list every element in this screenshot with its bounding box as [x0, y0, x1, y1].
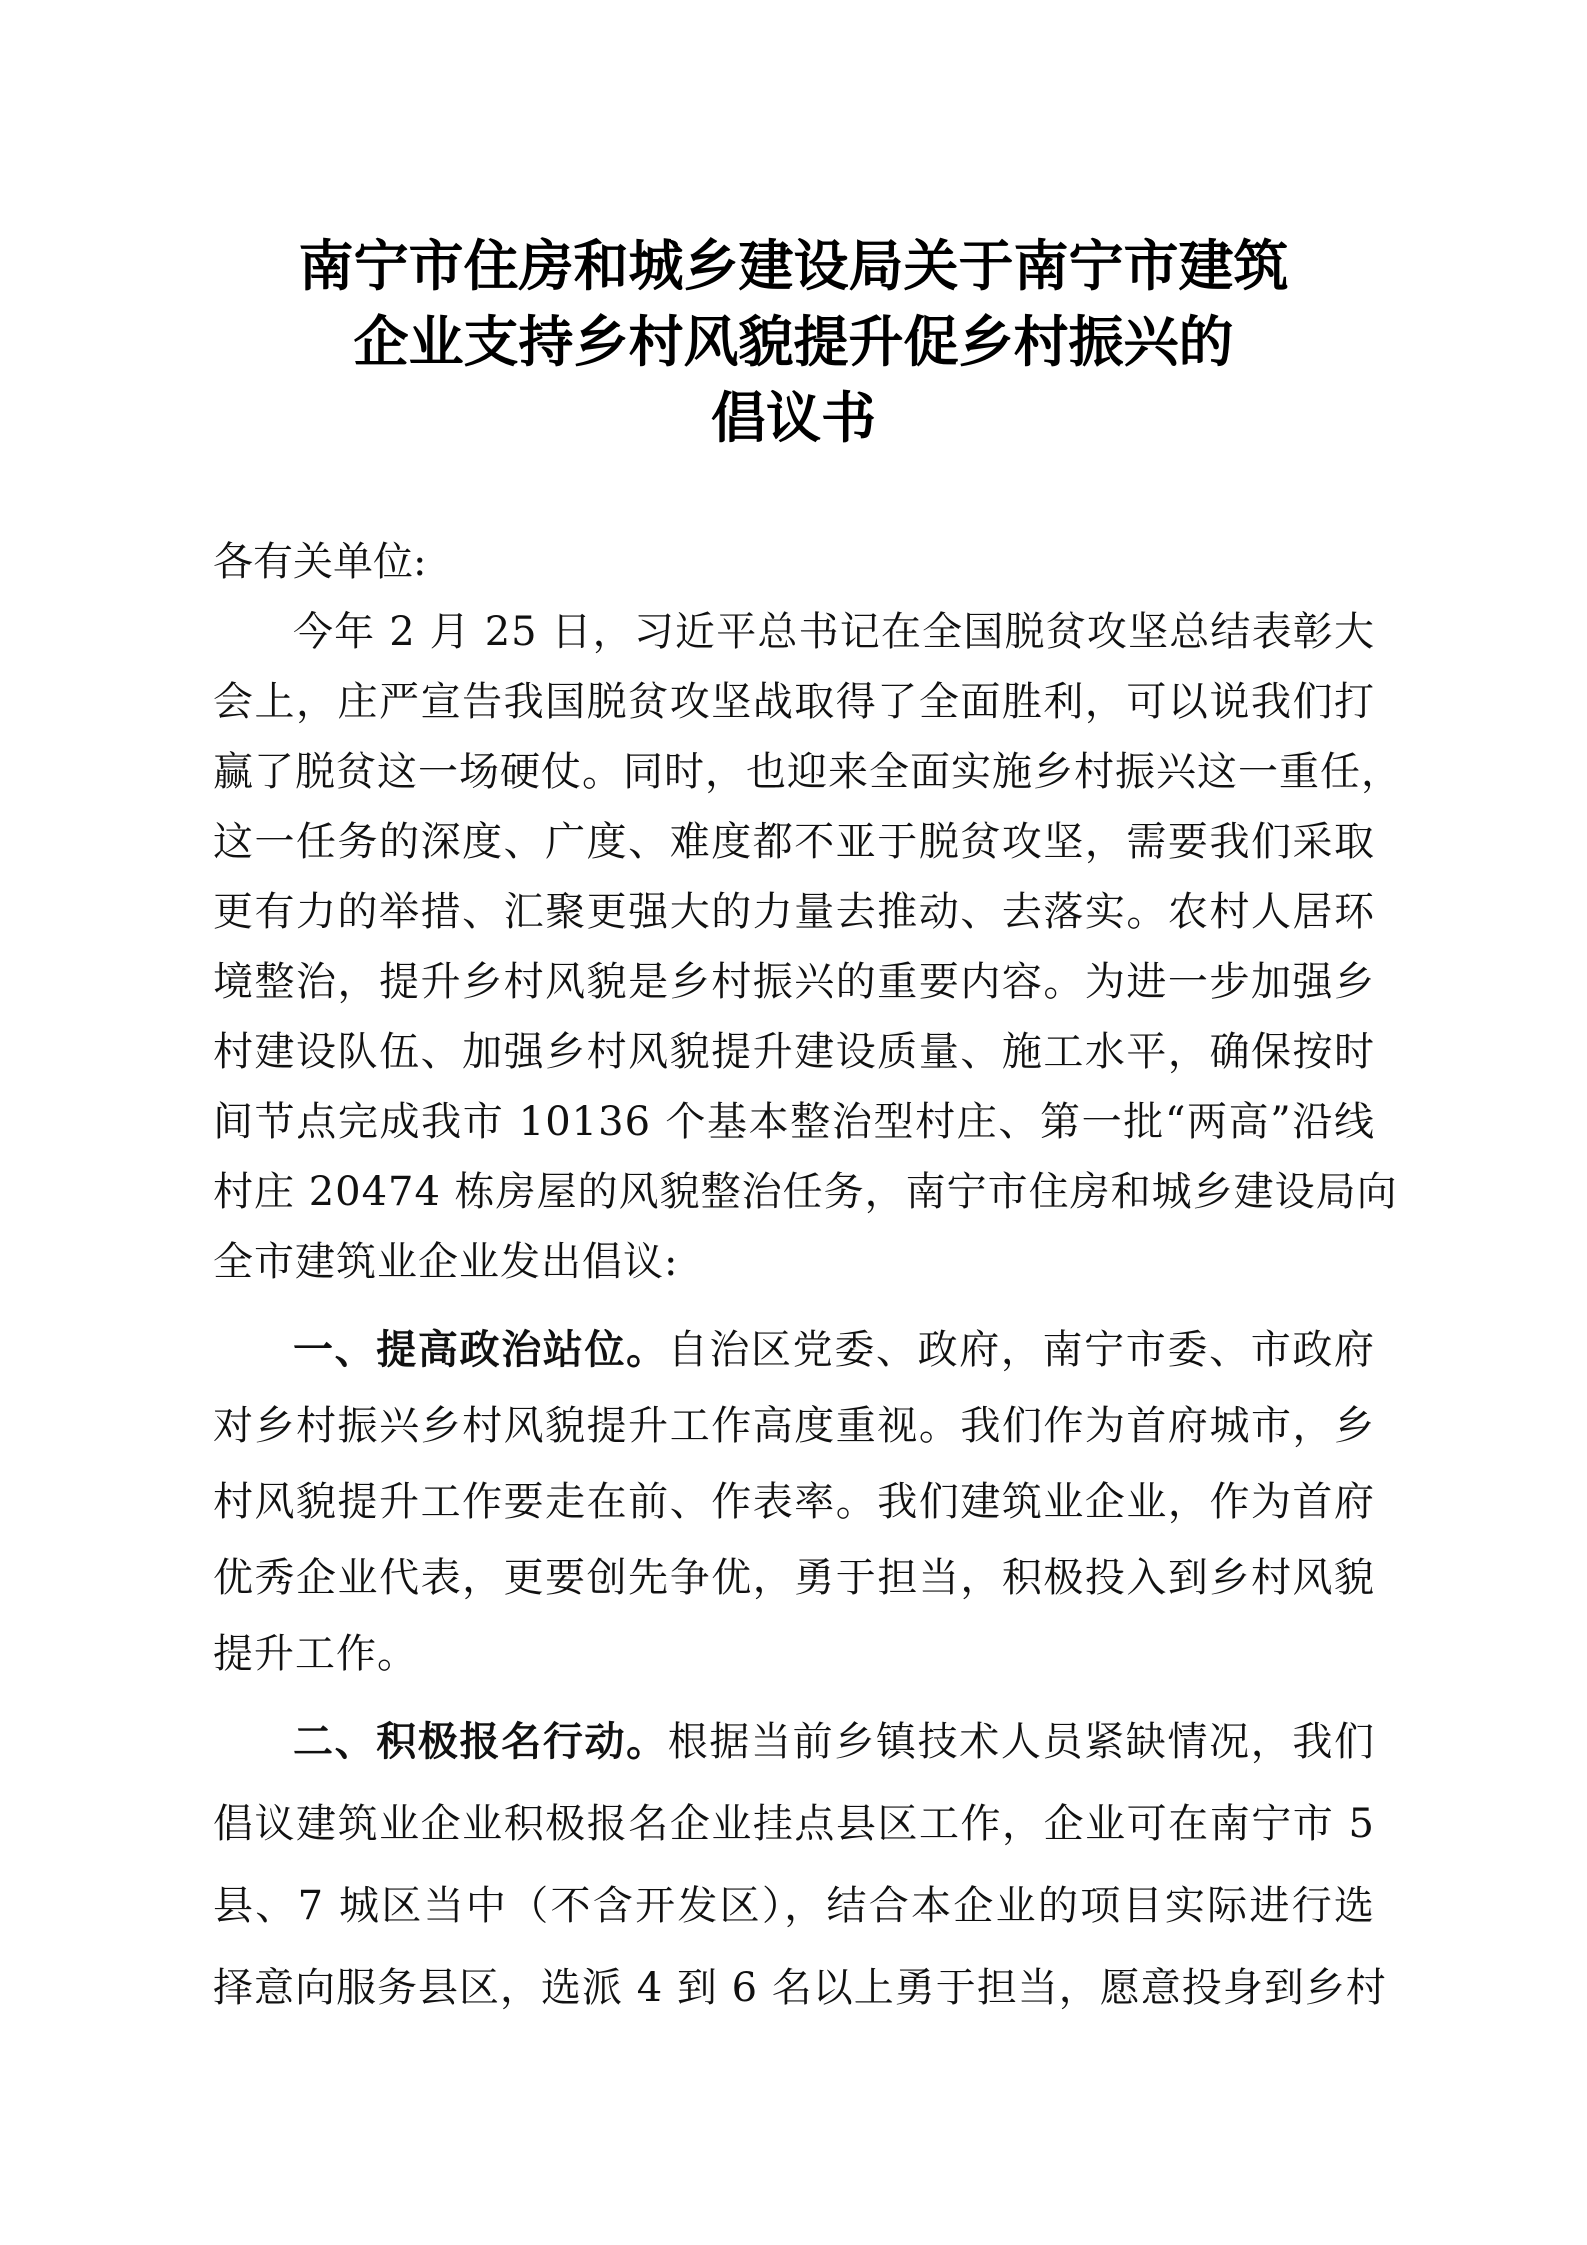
section-1-heading: 一、提高政治站位。	[293, 1327, 668, 1373]
body-line: 择意向服务县区，选派 4 到 6 名以上勇于担当，愿意投身到乡村	[213, 1965, 1387, 2011]
body-line: 县、7 城区当中（不含开发区），结合本企业的项目实际进行选	[213, 1883, 1375, 1929]
body-line: 村风貌提升工作要走在前、作表率。我们建筑业企业，作为首府	[213, 1479, 1375, 1525]
body-line: 全市建筑业企业发出倡议:	[213, 1239, 679, 1285]
body-line: 会上，庄严宣告我国脱贫攻坚战取得了全面胜利，可以说我们打	[213, 679, 1375, 725]
title-line: 企业支持乡村风貌提升促乡村振兴的	[353, 310, 1234, 374]
body-line: 村建设队伍、加强乡村风貌提升建设质量、施工水平，确保按时	[213, 1029, 1375, 1075]
document-title	[150, 228, 1437, 456]
body-line: 境整治，提升乡村风貌是乡村振兴的重要内容。为进一步加强乡	[213, 959, 1375, 1005]
section-2-text: 根据当前乡镇技术人员紧缺情况，我们	[667, 1719, 1376, 1765]
title-line: 南宁市住房和城乡建设局关于南宁市建筑	[298, 234, 1289, 298]
salutation: 各有关单位:	[213, 539, 427, 585]
section-1-first-line	[293, 1320, 1375, 1380]
section-1-text: 自治区党委、政府，南宁市委、市政府	[667, 1327, 1376, 1373]
section-2-first-line	[293, 1712, 1375, 1772]
body-line: 更有力的举措、汇聚更强大的力量去推动、去落实。农村人居环	[213, 889, 1375, 935]
body-line: 倡议建筑业企业积极报名企业挂点县区工作，企业可在南宁市 5	[213, 1801, 1375, 1847]
body-line: 对乡村振兴乡村风貌提升工作高度重视。我们作为首府城市，乡	[213, 1403, 1375, 1449]
body-line: 赢了脱贫这一场硬仗。同时，也迎来全面实施乡村振兴这一重任，	[213, 749, 1402, 795]
body-line: 间节点完成我市 10136 个基本整治型村庄、第一批“两高”沿线	[213, 1099, 1375, 1145]
section-2-heading: 二、积极报名行动。	[293, 1719, 668, 1765]
body-line: 今年 2 月 25 日，习近平总书记在全国脱贫攻坚总结表彰大	[293, 609, 1375, 655]
body-line: 提升工作。	[213, 1631, 418, 1677]
body-line: 这一任务的深度、广度、难度都不亚于脱贫攻坚，需要我们采取	[213, 819, 1375, 865]
title-line: 倡议书	[710, 386, 876, 450]
body-line: 村庄 20474 栋房屋的风貌整治任务，南宁市住房和城乡建设局向	[213, 1169, 1398, 1215]
body-line: 优秀企业代表，更要创先争优，勇于担当，积极投入到乡村风貌	[213, 1555, 1375, 1601]
